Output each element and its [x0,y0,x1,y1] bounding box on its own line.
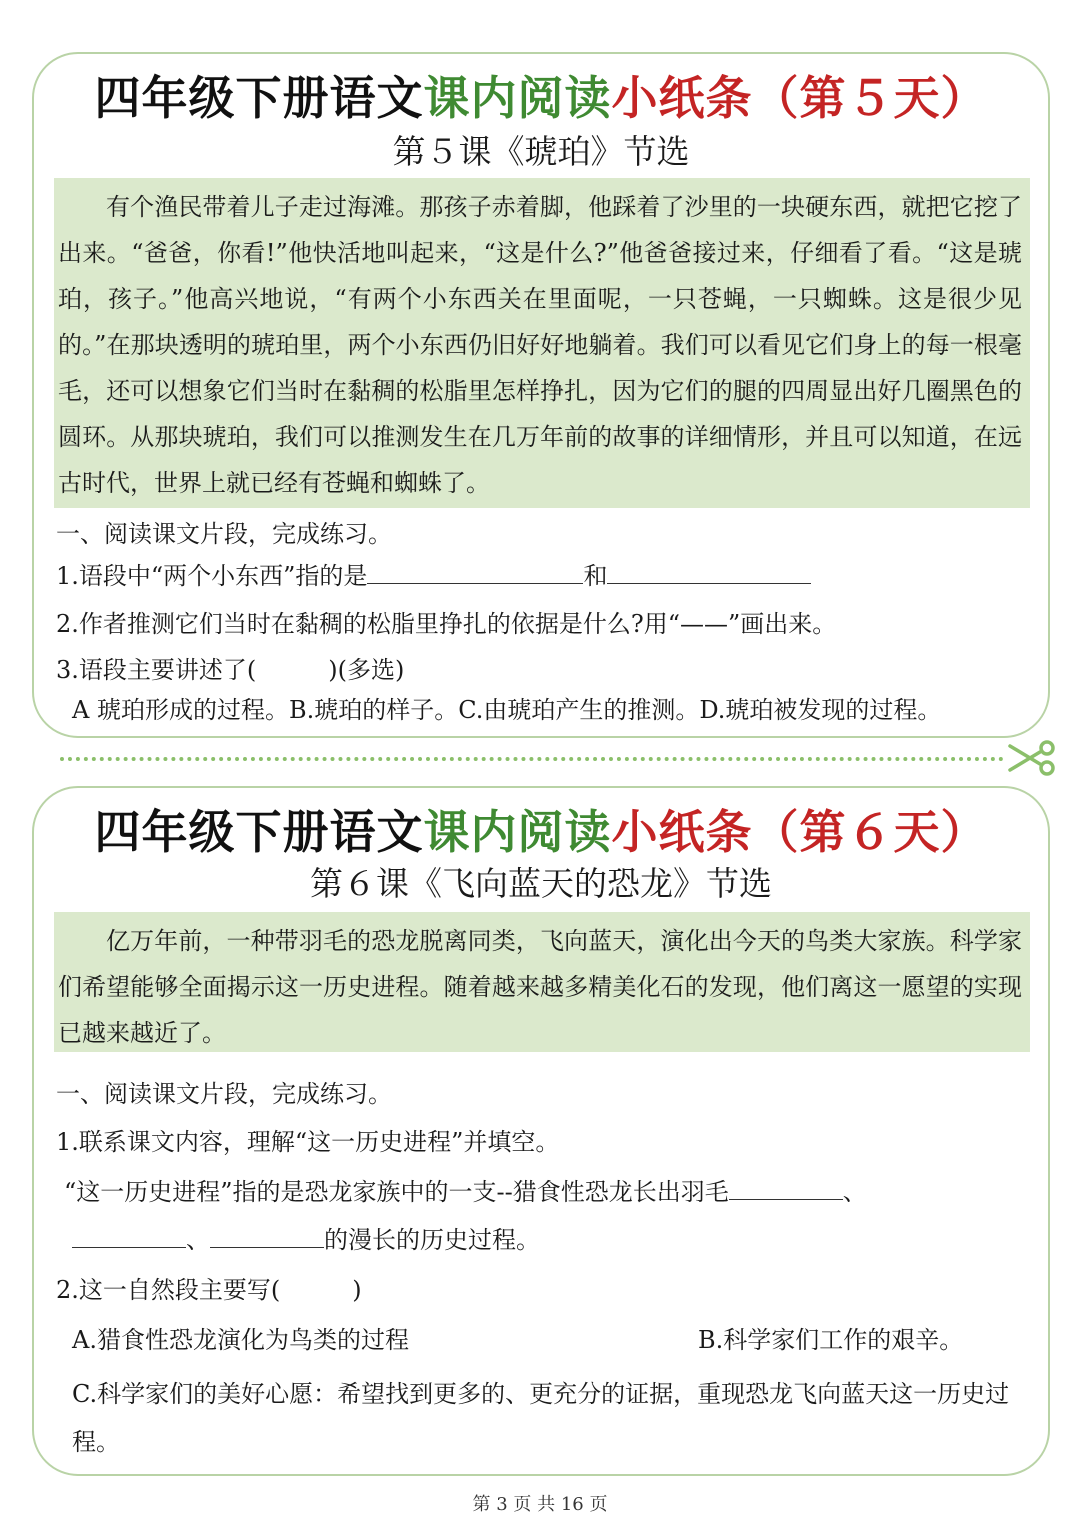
exercise-heading: 一、阅读课文片段，完成练习。 [56,1080,392,1108]
fill-text: “这一历史进程”指的是恐龙家族中的一支--猎食性恐龙长出羽毛 [64,1178,729,1206]
question-3-options: A 琥珀形成的过程。B.琥珀的样子。C.由琥珀产生的推测。D.琥珀被发现的过程。 [72,696,942,724]
fill-text: 的漫长的历史过程。 [324,1226,540,1254]
card-title [34,62,1048,128]
answer-blank[interactable] [72,1228,186,1248]
question-1-text: 1.语段中“两个小东西”指的是 [56,562,368,590]
worksheet-card-day6 [32,786,1050,1476]
title-day-part: 小纸条（第６天） [611,805,988,859]
answer-blank[interactable] [367,564,583,584]
scissors-icon [1006,738,1056,778]
question-3: 3.语段主要讲述了( )(多选) [56,656,405,684]
question-1 [56,556,811,591]
question-1: 1.联系课文内容，理解“这一历史进程”并填空。 [56,1128,560,1156]
question-1-fill-line-1 [64,1172,867,1207]
answer-blank[interactable] [729,1180,843,1200]
separator: 、 [842,1178,867,1206]
title-day-part: 小纸条（第５天） [611,71,988,125]
worksheet-card-day5 [32,52,1050,738]
card-title [34,796,1048,862]
question-1-connector: 和 [583,562,608,590]
answer-blank[interactable] [607,564,811,584]
lesson-subtitle: 第５课《琥珀》节选 [392,132,690,171]
lesson-subtitle: 第６课《飞向蓝天的恐龙》节选 [310,864,772,903]
page-number-footer: 第 3 页 共 16 页 [472,1494,608,1515]
option-b: B.科学家们工作的艰辛。 [698,1326,964,1354]
cut-line-divider [60,757,1004,761]
question-1-fill-line-2 [72,1220,540,1255]
title-grade-part: 四年级下册语文 [94,805,424,859]
title-grade-part: 四年级下册语文 [94,71,424,125]
reading-passage: 有个渔民带着儿子走过海滩。那孩子赤着脚，他踩着了沙里的一块硬东西，就把它挖了出来。“爸爸，你看!”他快活地叫起来，“这是什么?”他爸爸接过来，仔细看了看。“这是琥珀，孩子。”他高兴地说，“有两个小东西关在里面呢，一只苍蝇，一只蜘蛛。这是很少见的。”在那块透明的琥珀里，两个小东西仍旧好好地躺着。我们可以看见它们身上的每一根毫毛，还可以想象它们当时在黏稠的松脂里怎样挣扎，因为它们的腿的四周显出好几圈黑色的圆环。从那块琥珀，我们可以推测发生在几万年前的故事的详细情形，并且可以知道，在远古时代，世界上就已经有苍蝇和蜘蛛了。 [54,178,1030,508]
separator: 、 [186,1226,210,1254]
answer-blank[interactable] [210,1228,324,1248]
reading-passage: 亿万年前，一种带羽毛的恐龙脱离同类，飞向蓝天，演化出今天的鸟类大家族。科学家们希望能够全面揭示这一历史进程。随着越来越多精美化石的发现，他们离这一愿望的实现已越来越近了。 [54,912,1030,1052]
exercise-heading: 一、阅读课文片段，完成练习。 [56,520,392,548]
title-reading-part: 课内阅读 [423,71,612,125]
title-reading-part: 课内阅读 [423,805,612,859]
option-a: A.猎食性恐龙演化为鸟类的过程 [72,1326,409,1354]
option-c: C.科学家们的美好心愿：希望找到更多的、更充分的证据，重现恐龙飞向蓝天这一历史过程。 [72,1380,1010,1456]
question-2: 2.作者推测它们当时在黏稠的松脂里挣扎的依据是什么?用“——”画出来。 [56,610,837,638]
question-2: 2.这一自然段主要写( ) [56,1276,362,1304]
